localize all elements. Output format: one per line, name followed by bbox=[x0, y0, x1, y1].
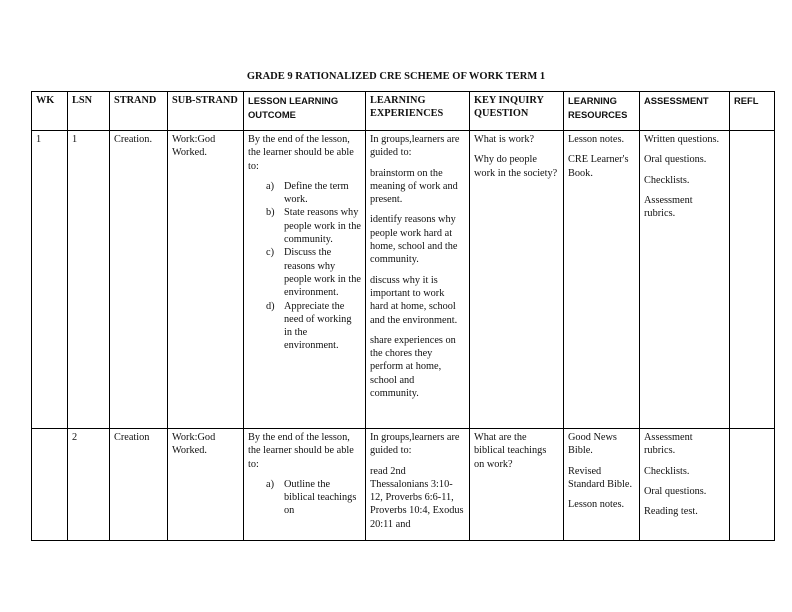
outcome-text: Define the term work. bbox=[284, 180, 349, 206]
header-question: KEY INQUIRY QUESTION bbox=[470, 92, 564, 131]
cell-lsn: 1 bbox=[68, 131, 110, 429]
cell-question-item: What is work? bbox=[474, 134, 535, 145]
header-strand: STRAND bbox=[110, 92, 168, 131]
outcome-marker: c) bbox=[266, 247, 274, 259]
cell-wk bbox=[32, 429, 68, 541]
cell-experiences-item: share experiences on the chores they perform at home, school and community. bbox=[370, 334, 456, 400]
header-row bbox=[32, 92, 775, 131]
cell-assessment-item: Oral questions. bbox=[644, 485, 707, 497]
cell-sub-strand: Work:God Worked. bbox=[168, 429, 244, 541]
outcome-item bbox=[266, 180, 361, 207]
cell-assessment-item: Reading test. bbox=[644, 506, 698, 518]
cell-assessment bbox=[640, 131, 730, 429]
scheme-of-work-table bbox=[31, 91, 775, 541]
cell-resources-item: Good News Bible. bbox=[568, 432, 617, 457]
header-resources: LEARNING RESOURCES bbox=[564, 92, 640, 131]
cell-wk: 1 bbox=[32, 131, 68, 429]
cell-resources-item: Revised Standard Bible. bbox=[568, 465, 633, 490]
cell-assessment-item: Checklists. bbox=[644, 174, 690, 186]
cell-resources-item: Lesson notes. bbox=[568, 134, 625, 145]
cell-assessment-item: Oral questions. bbox=[644, 154, 707, 166]
cell-experiences-item: read 2nd Thessalonians 3:10-12, Proverbs 6:6-11, Proverbs 10:4, Exodus 20:11 and bbox=[370, 465, 464, 530]
outcome-marker: a) bbox=[266, 180, 274, 192]
cell-assessment-item: Assessment rubrics. bbox=[644, 194, 693, 220]
cell-refl bbox=[730, 429, 775, 541]
outcome-marker: a) bbox=[266, 478, 274, 490]
cell-question-item: Why do people work in the society? bbox=[474, 154, 558, 179]
cell-experiences bbox=[366, 131, 470, 429]
outcome-text: State reasons why people work in the community. bbox=[284, 207, 361, 246]
cell-question bbox=[470, 131, 564, 429]
cell-assessment-item: Written questions. bbox=[644, 134, 720, 145]
outcome-intro: By the end of the lesson, the learner should be able to: bbox=[248, 134, 354, 172]
cell-resources-item: CRE Learner's Book. bbox=[568, 154, 629, 179]
cell-lsn: 2 bbox=[68, 429, 110, 541]
cell-sub-strand: Work:God Worked. bbox=[168, 131, 244, 429]
cell-experiences bbox=[366, 429, 470, 541]
header-experiences: LEARNING EXPERIENCES bbox=[366, 92, 470, 131]
document-title: GRADE 9 RATIONALIZED CRE SCHEME OF WORK TERM 1 bbox=[246, 71, 546, 82]
outcome-intro: By the end of the lesson, the learner should be able to: bbox=[248, 432, 354, 470]
outcome-text: Outline the biblical teachings on bbox=[284, 478, 357, 517]
cell-assessment-item: Assessment rubrics. bbox=[644, 432, 693, 457]
cell-strand: Creation. bbox=[110, 131, 168, 429]
cell-resources-item: Lesson notes. bbox=[568, 499, 625, 511]
cell-strand: Creation bbox=[110, 429, 168, 541]
cell-experiences-item: brainstorm on the meaning of work and present. bbox=[370, 167, 458, 206]
cell-outcome bbox=[244, 429, 366, 541]
outcome-item bbox=[266, 478, 361, 518]
outcome-item bbox=[266, 206, 361, 246]
cell-assessment bbox=[640, 429, 730, 541]
cell-resources bbox=[564, 131, 640, 429]
outcome-marker: b) bbox=[266, 207, 275, 219]
header-refl: REFL bbox=[730, 92, 775, 131]
cell-resources bbox=[564, 429, 640, 541]
outcome-text: Discuss the reasons why people work in the environment. bbox=[284, 247, 361, 299]
cell-outcome bbox=[244, 131, 366, 429]
cell-experiences-item: In groups,learners are guided to: bbox=[370, 134, 460, 159]
outcome-item bbox=[266, 246, 361, 299]
cell-refl bbox=[730, 131, 775, 429]
header-lsn: LSN bbox=[68, 92, 110, 131]
header-wk: WK bbox=[32, 92, 68, 131]
cell-experiences-item: In groups,learners are guided to: bbox=[370, 432, 460, 457]
header-sub-strand: SUB-STRAND bbox=[168, 92, 244, 131]
cell-experiences-item: discuss why it is important to work hard at home, school and the environment. bbox=[370, 274, 458, 326]
cell-experiences-item: identify reasons why people work hard at home, school and the community. bbox=[370, 214, 458, 266]
table-row bbox=[32, 131, 775, 429]
table-row bbox=[32, 429, 775, 541]
cell-assessment-item: Checklists. bbox=[644, 465, 690, 477]
outcome-item bbox=[266, 300, 361, 353]
outcome-marker: d) bbox=[266, 300, 275, 312]
header-outcome: LESSON LEARNING OUTCOME bbox=[244, 92, 366, 131]
header-assessment: ASSESSMENT bbox=[640, 92, 730, 131]
cell-question bbox=[470, 429, 564, 541]
cell-question-item: What are the biblical teachings on work? bbox=[474, 432, 547, 470]
outcome-text: Appreciate the need of working in the environment. bbox=[284, 300, 352, 352]
